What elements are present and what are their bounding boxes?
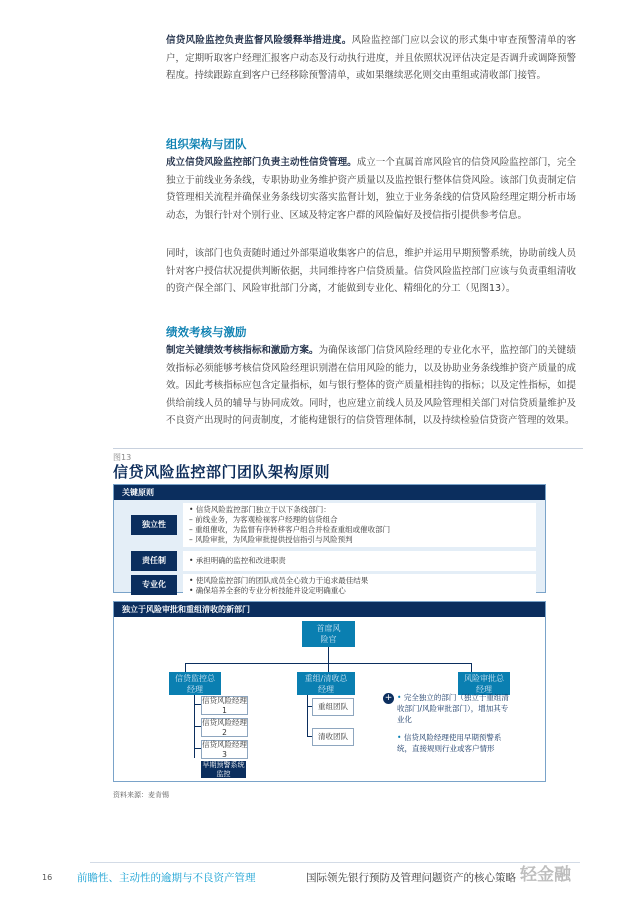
principle-detail-specialization: • 使风险监控部门的团队成员全心致力于追求最佳结果 • 确保培养全套的专业分析技能并设定明确重心: [183, 574, 536, 596]
org-node-risk-manager: 信贷风险经理2: [202, 717, 247, 737]
principle-label-accountability: 责任制: [131, 551, 177, 571]
org-chart-header: 独立于风险审批和重组清收的新部门: [114, 602, 545, 617]
connector-line: [194, 748, 201, 749]
org-node-collection-team: 清收团队: [312, 728, 354, 746]
paragraph-risk-mitigation: [166, 32, 576, 85]
paragraph-body: 成立一个直属首席风险官的信贷风险监控部门，完全独立于前线业务条线，专职协助业务维护资产质量以及监控银行整体信贷风险。该部门负责制定信贷管理相关流程并确保业务条线切实落实监督计划，独立于业务条线的信贷风险经理定期分析市场动态，为银行针对个别行业、区域及特定客户群的风险偏好及授信指引提供参考信息。: [166, 157, 576, 221]
figure-divider: [113, 448, 583, 449]
footer-divider: [90, 862, 580, 863]
org-node-restructure-head: 重组/清收总经理: [297, 672, 355, 695]
paragraph-body: 同时，该部门也负责随时通过外部渠道收集客户的信息，维护并运用早期预警系统，协助前线人员针对客户授信状况提供判断依据，共同维持客户信贷质量。信贷风险监控部门应该与负责重组清收的资产保全部门、风险审批部门分离，才能做到专业化、精细化的分工（见图13）。: [166, 248, 576, 294]
legend-note: • 信贷风险经理使用早期预警系统，直接规则行业或客户情形: [397, 733, 502, 753]
footer-section-title: 国际领先银行预防及管理问题资产的核心策略: [306, 872, 516, 884]
principle-label-specialization: 专业化: [131, 575, 177, 595]
principle-label-independence: 独立性: [131, 515, 177, 535]
principles-header: 关键原则: [114, 485, 545, 500]
paragraph-kpi: [166, 342, 576, 430]
org-node-risk-manager: 信贷风险经理1: [202, 695, 247, 715]
footer-report-title: 前瞻性、主动性的逾期与不良资产管理: [77, 872, 256, 884]
connector-line: [307, 695, 308, 736]
connector-line: [194, 704, 201, 705]
legend-note: • 完全独立的部门（独立于重组清收部门/风险审批部门），增加其专业化: [397, 693, 509, 724]
connector-line: [328, 647, 329, 663]
section-heading-org: 组织架构与团队: [166, 137, 247, 151]
plus-icon: +: [384, 693, 393, 703]
paragraph-lead: 制定关键绩效考核指标和激励方案。: [166, 345, 319, 356]
org-node-restructure-team: 重组团队: [312, 698, 354, 716]
org-node-approval-head: 风险审批总经理: [458, 672, 510, 695]
paragraph-body: 为确保该部门信贷风险经理的专业化水平，监控部门的关键绩效指标必须能够考核信贷风险经理识别潜在信用风险的能力，以及协助业务条线维护资产质量的成效。因此考核指标应包含定量指标，如与银行整体的资产质量相挂钩的指标；以及定性指标，如提供给前线人员的辅导与协同成效。同时，也应建立前线人员及风险管理相关部门对信贷质量维护及不良资产出现时的问责制度，才能构建银行的信贷管理体制，以及持续检验信贷资产管理的效果。: [166, 345, 576, 426]
paragraph-lead: 信贷风险监控负责监督风险缓释举措进度。: [166, 35, 352, 46]
org-node-early-warning: 早期预警系统监控: [202, 760, 245, 778]
section-heading-performance: 绩效考核与激励: [166, 325, 247, 339]
watermark-logo: 轻金融: [520, 865, 571, 885]
principles-panel: [113, 484, 546, 593]
figure-title: 信贷风险监控部门团队架构原则: [113, 463, 331, 481]
org-node-monitor-head: 信贷监控总经理: [169, 672, 221, 695]
org-chart-panel: [113, 601, 546, 782]
connector-line: [194, 726, 201, 727]
principle-detail-accountability: • 承担明确的监控和改进职责: [183, 551, 536, 571]
figure-source: 资料来源：麦肯锡: [113, 791, 169, 799]
org-node-risk-manager: 信贷风险经理3: [202, 739, 247, 759]
page-number: 16: [42, 873, 53, 882]
paragraph-dept-setup: [166, 154, 576, 224]
org-node-cro: 首席风险官: [302, 621, 355, 647]
paragraph-body: 风险监控部门应以会议的形式集中审查预警清单的客户，定期听取客户经理汇报客户动态及行动执行进度，并且依照状况评估决定是否调升或调降预警程度。持续跟踪直到客户已经移除预警清单，或如果继续恶化则交由重组或清收部门接管。: [166, 35, 576, 81]
principle-detail-independence: • 信贷风险监控部门独立于以下条线部门： – 前线业务，为客观检视客户经理的信贷组合 – 重组催收，为监督有序转移客户组合并检查重组或催收部门 – 风险审批，为风险审批提供授信指引与风险预判: [183, 503, 536, 547]
connector-line: [471, 663, 472, 672]
paragraph-lead: 成立信贷风险监控部门负责主动性信贷管理。: [166, 157, 357, 168]
connector-line: [185, 663, 186, 672]
paragraph-dept-duties: [166, 245, 576, 298]
figure-label: 图13: [113, 453, 132, 462]
connector-line: [328, 663, 329, 672]
